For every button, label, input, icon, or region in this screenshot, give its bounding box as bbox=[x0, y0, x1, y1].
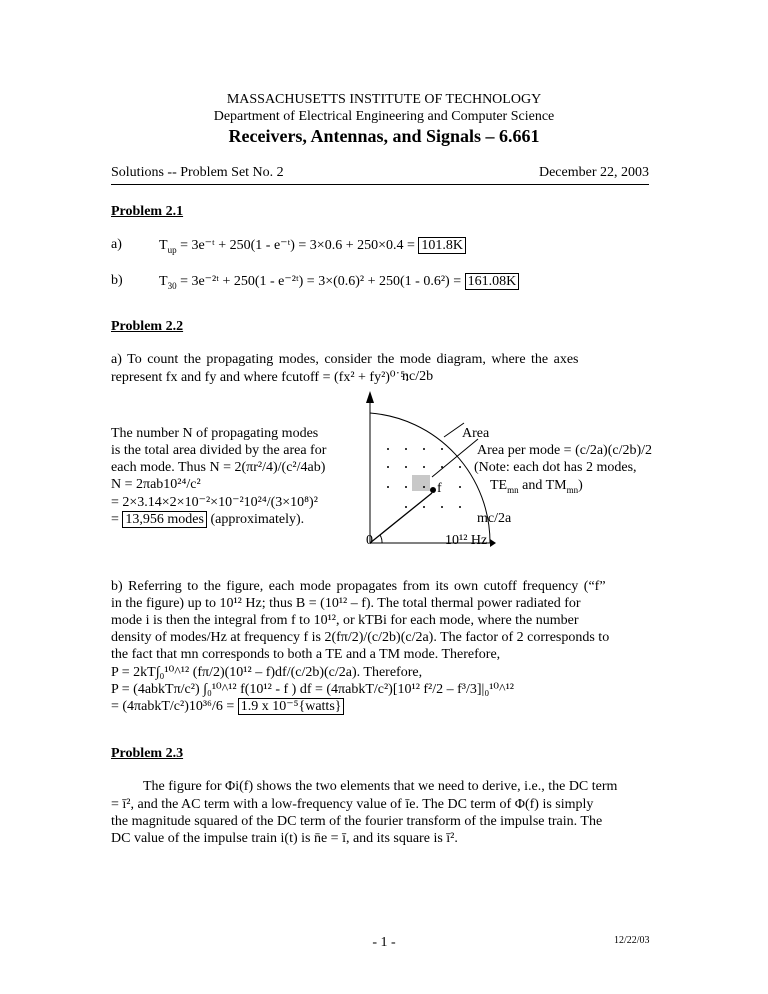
x-axis-arrow bbox=[490, 539, 496, 547]
diagram-origin: 0 bbox=[366, 533, 373, 548]
p22-b-line7: P = (4abkTπ/c²) ∫₀¹⁰^¹² f(10¹² - f ) df = (4πabkT/c²)[10¹² f²/2 – f³/3]|₀¹⁰^¹² bbox=[111, 682, 515, 697]
problem-2-3-heading: Problem 2.3 bbox=[111, 746, 184, 761]
diagram-x-max: 10¹² Hz bbox=[445, 533, 488, 548]
course-title: Receivers, Antennas, and Signals – 6.661 bbox=[228, 126, 540, 146]
problem-2-2-heading: Problem 2.2 bbox=[111, 319, 184, 334]
f-point bbox=[430, 487, 436, 493]
diagram-f-label: f bbox=[437, 481, 442, 496]
p23-line2: = ī², and the AC term with a low-frequency value of īe. The DC term of Φ(f) is simply bbox=[111, 797, 594, 812]
diagram-y-label: nc/2b bbox=[402, 369, 434, 384]
area-pointer bbox=[444, 423, 464, 437]
diagram-note-line2: $TE_{mn}$ and $TM_{mn}$) bbox=[490, 478, 583, 495]
p22-left-line6: = 13,956 modes (approximately). bbox=[111, 512, 305, 527]
p21-b-equation: $T_{30}$ = 3e⁻²ᵗ + 250(1 - e⁻²ᵗ) = 3×(0.6)² + 250(1 - 0.6²) = 161.08K bbox=[159, 273, 519, 290]
p22-b-line6: P = 2kT∫₀¹⁰^¹² (fπ/2)(10¹² – f)df/(c/2b)(c/2a). Therefore, bbox=[111, 665, 423, 680]
p22-left-line3: each mode. Thus N = 2(πr²/4)/(c²/4ab) bbox=[111, 460, 326, 475]
p21-a-label: a) bbox=[111, 237, 122, 252]
p22-b-line2: in the figure) up to 10¹² Hz; thus B = (10¹² – f). The total thermal power radiated for bbox=[111, 596, 581, 611]
p22-b-line4: density of modes/Hz at frequency f is 2(fπ/2)/(c/2b)(c/2a). The factor of 2 corresponds to bbox=[111, 630, 610, 645]
problem-set-label: Solutions -- Problem Set No. 2 bbox=[111, 165, 284, 180]
p22-modes-result: 13,956 modes bbox=[122, 511, 207, 528]
diagram-area-per-mode: Area per mode = (c/2a)(c/2b)/2 bbox=[477, 443, 653, 458]
p21-a-equation: $T_{up}$ = 3e⁻ᵗ + 250(1 - e⁻ᵗ) = 3×0.6 + 250×0.4 = 101.8K bbox=[159, 237, 466, 254]
p22-b-line1: b) Referring to the figure, each mode propagates from its own cutoff frequency (“f” bbox=[111, 579, 606, 594]
diagram-x-label: mc/2a bbox=[477, 511, 512, 526]
diagram-note-line1: (Note: each dot has 2 modes, bbox=[474, 460, 637, 475]
p22-left-line2: is the total area divided by the area for bbox=[111, 443, 327, 458]
footer-date: 12/22/03 bbox=[614, 935, 650, 946]
institute-name: MASSACHUSETTS INSTITUTE OF TECHNOLOGY bbox=[226, 92, 542, 107]
p21-b-label: b) bbox=[111, 273, 123, 288]
cell-pointer bbox=[432, 439, 478, 477]
page-number: - 1 - bbox=[372, 935, 396, 950]
date-label: December 22, 2003 bbox=[538, 165, 649, 180]
p22-b-result: 1.9 x 10⁻⁵{watts} bbox=[238, 698, 345, 715]
p22-a-line1: a) To count the propagating modes, consider the mode diagram, where the axes bbox=[111, 352, 579, 367]
p22-b-line3: mode i is then the integral from f to 10¹², or kTBi for each mode, where the number bbox=[111, 613, 579, 628]
p23-line4: DC value of the impulse train i(t) is n̄e = ī, and its square is ī². bbox=[111, 831, 458, 846]
p22-b-line5: the fact that mn corresponds to both a TE and a TM mode. Therefore, bbox=[111, 647, 501, 662]
p21-b-result: 161.08K bbox=[465, 273, 520, 290]
p22-left-line5: = 2×3.14×2×10⁻²×10⁻²10²⁴/(3×10⁸)² bbox=[111, 495, 318, 510]
p22-a-line2: represent fx and fy and where fcutoff = (fx² + fy²)⁰˙⁵: bbox=[111, 370, 409, 385]
p22-left-line1: The number N of propagating modes bbox=[111, 426, 319, 441]
p23-line1: The figure for Φi(f) shows the two elements that we need to derive, i.e., the DC term bbox=[143, 779, 618, 794]
angle-arc bbox=[380, 535, 382, 543]
diagram-area-label: Area bbox=[462, 426, 490, 441]
f-vector bbox=[370, 493, 432, 543]
p22-left-line4: N = 2πab10²⁴/c² bbox=[111, 477, 201, 492]
problem-2-1-heading: Problem 2.1 bbox=[111, 204, 184, 219]
p22-b-line8: = (4πabkT/c²)10³⁶/6 = 1.9 x 10⁻⁵{watts} bbox=[111, 698, 344, 715]
p23-line3: the magnitude squared of the DC term of the fourier transform of the impulse train. The bbox=[111, 814, 603, 829]
mode-cell bbox=[412, 475, 430, 491]
department-name: Department of Electrical Engineering and Computer Science bbox=[213, 109, 555, 124]
y-axis-arrow bbox=[366, 391, 374, 403]
p21-a-result: 101.8K bbox=[418, 237, 466, 254]
